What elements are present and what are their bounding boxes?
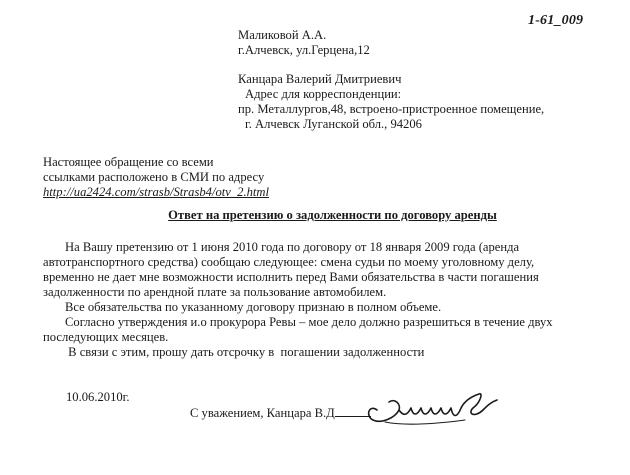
publication-notice (43, 155, 269, 200)
recipient-address: г.Алчевск, ул.Герцена,12 (238, 43, 370, 57)
paragraph-1-line-3: временно не дает мне возможности исполнить перед Вами обязательства в части погашения (43, 270, 539, 284)
letter-body (43, 240, 563, 360)
sender-name: Канцара Валерий Дмитриевич (238, 72, 402, 86)
paragraph-2-line-1: Все обязательства по указанному договору признаю в полном объеме. (65, 300, 442, 314)
notice-line-1: Настоящее обращение со всеми (43, 155, 214, 169)
paragraph-1-line-1: На Вашу претензию от 1 июня 2010 года по договору от 18 января 2009 года (аренда (65, 240, 520, 254)
handwritten-signature (355, 380, 505, 432)
letter-date: 10.06.2010г. (66, 390, 130, 404)
correspondence-label: Адрес для корреспонденции: (245, 87, 402, 101)
sender-address-line-1: пр. Металлургов,48, встроено-пристроенное помещение, (238, 102, 545, 116)
sender-address-line-2: г. Алчевск Луганской обл., 94206 (245, 117, 422, 131)
sender-block (238, 72, 544, 132)
document-title: Ответ на претензию о задолженности по договору аренды (168, 208, 497, 222)
publication-link[interactable]: http://ua2424.com/strasb/Strasb4/otv_2.html (43, 185, 269, 199)
recipient-block (238, 28, 370, 58)
notice-line-2: ссылками расположено в СМИ по адресу (43, 170, 265, 184)
closing-text: С уважением, Канцара В.Д (190, 406, 335, 420)
recipient-name: Маликовой А.А. (238, 28, 327, 42)
paragraph-1-line-2: автотранспортного средства) сообщаю следующее: смена судьи по моему уголовному делу, (43, 255, 535, 269)
document-id: 1-61_009 (528, 13, 584, 28)
closing-line (190, 406, 371, 421)
paragraph-3-line-2: последующих месяцев. (43, 330, 169, 344)
paragraph-1-line-4: задолженности по арендной плате за пользование автомобилем. (43, 285, 387, 299)
paragraph-3-line-1: Согласно утверждения и.о прокурора Ревы – мое дело должно разрешиться в течение двух (65, 315, 553, 329)
paragraph-4-line-1: В связи с этим, прошу дать отсрочку в погашении задолженности (65, 345, 425, 359)
